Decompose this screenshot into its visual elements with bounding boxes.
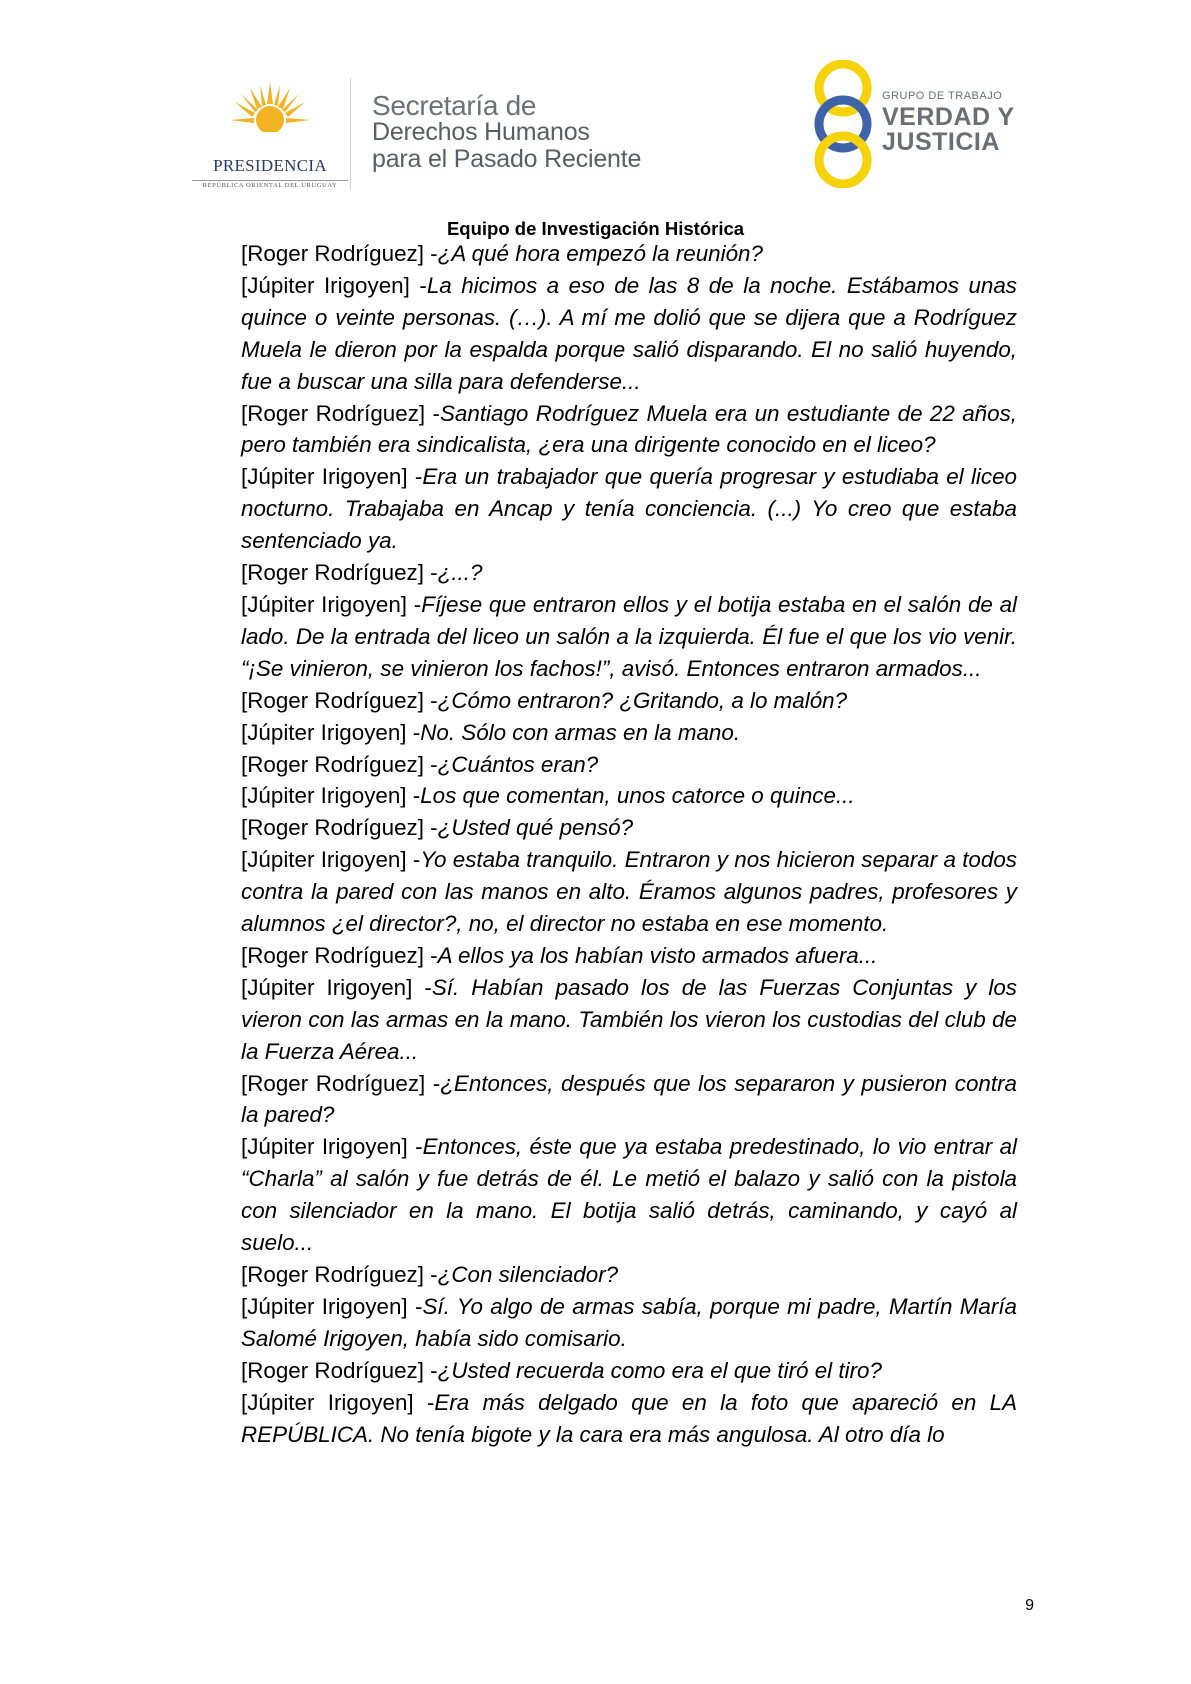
- speech-text: ¿...?: [437, 560, 483, 586]
- transcript-paragraph: [241, 1068, 1017, 1132]
- presidencia-subtitle: REPÚBLICA ORIENTAL DEL URUGUAY: [202, 182, 338, 189]
- transcript-paragraph: [241, 270, 1017, 398]
- verdad-justicia-logo: [810, 60, 1015, 190]
- speaker-label: [Júpiter Irigoyen] -: [241, 591, 422, 617]
- speaker-label: [Júpiter Irigoyen] -: [241, 719, 421, 745]
- speaker-label: [Júpiter Irigoyen] -: [241, 464, 423, 490]
- presidencia-name: PRESIDENCIA: [213, 156, 327, 175]
- speech-text: Entonces, éste que ya estaba predestinado, lo vio entrar al “Charla” al salón y fue detrás de él. Le metió el balazo y salió con la pistola con silenciador en la mano. El botija salió detrás, caminando, y cayó al suelo...: [241, 1134, 1018, 1256]
- speaker-label: [Roger Rodríguez] -: [241, 1070, 441, 1096]
- transcript-paragraph: [241, 1387, 1017, 1451]
- transcript-paragraph: [241, 1131, 1017, 1259]
- transcript-paragraph: [241, 812, 1017, 844]
- sun-icon: [230, 80, 310, 144]
- speech-text: ¿Cómo entraron? ¿Gritando, a lo malón?: [437, 687, 848, 713]
- speaker-label: [Roger Rodríguez] -: [241, 687, 438, 713]
- speech-text: Sí. Habían pasado los de las Fuerzas Conjuntas y los vieron con las armas en la mano. También los vieron los custodias del club de la Fuerza Aérea...: [241, 974, 1017, 1064]
- page-header: [190, 60, 1015, 190]
- grupo-trabajo-label: GRUPO DE TRABAJO: [882, 90, 1003, 102]
- interlocked-rings-icon: [810, 60, 880, 188]
- speech-text: ¿A qué hora empezó la reunión?: [437, 241, 763, 266]
- speaker-label: [Júpiter Irigoyen] -: [241, 847, 421, 873]
- speaker-label: [Júpiter Irigoyen] -: [241, 783, 421, 809]
- speech-text: Sí. Yo algo de armas sabía, porque mi padre, Martín María Salomé Irigoyen, había sido comisario.: [241, 1293, 1017, 1351]
- page-number: 9: [1025, 1597, 1034, 1614]
- secretaria-line-3: para el Pasado Reciente: [372, 145, 642, 173]
- speaker-label: [Roger Rodríguez] -: [241, 1357, 438, 1383]
- transcript-paragraph: [241, 717, 1017, 749]
- speech-text: Yo estaba tranquilo. Entraron y nos hicieron separar a todos contra la pared con las manos en alto. Éramos algunos padres, profesores y alumnos ¿el director?, no, el director no estaba en ese momento.: [241, 847, 1017, 937]
- transcript-paragraph: [241, 940, 1017, 972]
- speech-text: Santiago Rodríguez Muela era un estudiante de 22 años, pero también era sindicalista, ¿era una dirigente conocido en el liceo?: [241, 400, 1017, 458]
- speaker-label: [Roger Rodríguez] -: [241, 942, 438, 968]
- transcript-paragraph: [241, 780, 1017, 812]
- speech-text: Los que comentan, unos catorce o quince...: [420, 783, 855, 809]
- speech-text: ¿Entonces, después que los separaron y pusieron contra la pared?: [241, 1070, 1017, 1128]
- speech-text: ¿Usted recuerda como era el que tiró el tiro?: [437, 1357, 882, 1383]
- presidencia-rule: [192, 180, 348, 181]
- speech-text: Era un trabajador que quería progresar y estudiaba el liceo nocturno. Trabajaba en Ancap y tenía conciencia. (...) Yo creo que estaba sentenciado ya.: [241, 464, 1017, 554]
- speaker-label: [Júpiter Irigoyen] -: [241, 1293, 423, 1319]
- transcript-paragraph: [241, 589, 1017, 685]
- speech-text: Era más delgado que en la foto que apareció en LA REPÚBLICA. No tenía bigote y la cara era más angulosa. Al otro día lo: [241, 1389, 1018, 1447]
- transcript-paragraph: [241, 1259, 1017, 1291]
- speaker-label: [Roger Rodríguez] -: [241, 1262, 438, 1287]
- speech-text: ¿Con silenciador?: [437, 1262, 619, 1287]
- speech-text: No. Sólo con armas en la mano.: [420, 719, 741, 745]
- speaker-label: [Júpiter Irigoyen] -: [241, 272, 427, 298]
- transcript-paragraph: [241, 685, 1017, 717]
- speaker-label: [Roger Rodríguez] -: [241, 815, 438, 841]
- speaker-label: [Júpiter Irigoyen] -: [241, 1389, 435, 1415]
- verdad-label: VERDAD Y: [882, 103, 1015, 131]
- transcript-paragraph: [241, 749, 1017, 781]
- speaker-label: [Júpiter Irigoyen] -: [241, 1134, 423, 1160]
- speech-text: La hicimos a eso de las 8 de la noche. Estábamos unas quince o veinte personas. (…). A mí me dolió que se dijera que a Rodríguez Muela le dieron por la espalda porque salió disparando. El no salió huyendo, fue a buscar una silla para defenderse...: [241, 272, 1018, 394]
- document-title: Equipo de Investigación Histórica: [446, 218, 745, 239]
- secretaria-line-2: Derechos Humanos: [372, 118, 590, 146]
- speech-text: ¿Cuántos eran?: [437, 751, 599, 777]
- transcript-body: [241, 238, 1017, 1450]
- transcript-paragraph: [241, 844, 1017, 940]
- transcript-paragraph: [241, 461, 1017, 557]
- presidencia-logo: [190, 80, 350, 190]
- speech-text: Fíjese que entraron ellos y el botija estaba en el salón de al lado. De la entrada del liceo un salón a la izquierda. Él fue el que los vio venir. “¡Se vinieron, se vinieron los fachos!”, avisó. Entonces entraron armados...: [241, 591, 1018, 681]
- speaker-label: [Roger Rodríguez] -: [241, 560, 438, 586]
- transcript-paragraph: [241, 972, 1017, 1068]
- header-divider: [350, 78, 351, 190]
- speech-text: ¿Usted qué pensó?: [437, 815, 634, 841]
- transcript-paragraph: [241, 238, 1017, 270]
- secretaria-line-1: Secretaría de: [372, 90, 537, 121]
- transcript-paragraph: [241, 1355, 1017, 1387]
- speaker-label: [Roger Rodríguez] -: [241, 751, 438, 777]
- speaker-label: [Roger Rodríguez] -: [241, 400, 440, 426]
- speech-text: A ellos ya los habían visto armados afuera...: [437, 942, 878, 968]
- transcript-paragraph: [241, 1291, 1017, 1355]
- transcript-paragraph: [241, 557, 1017, 589]
- speaker-label: [Roger Rodríguez] -: [241, 241, 438, 266]
- justicia-label: JUSTICIA: [882, 128, 1000, 156]
- speaker-label: [Júpiter Irigoyen] -: [241, 974, 432, 1000]
- secretaria-logo-text: [372, 92, 692, 173]
- transcript-paragraph: [241, 398, 1017, 462]
